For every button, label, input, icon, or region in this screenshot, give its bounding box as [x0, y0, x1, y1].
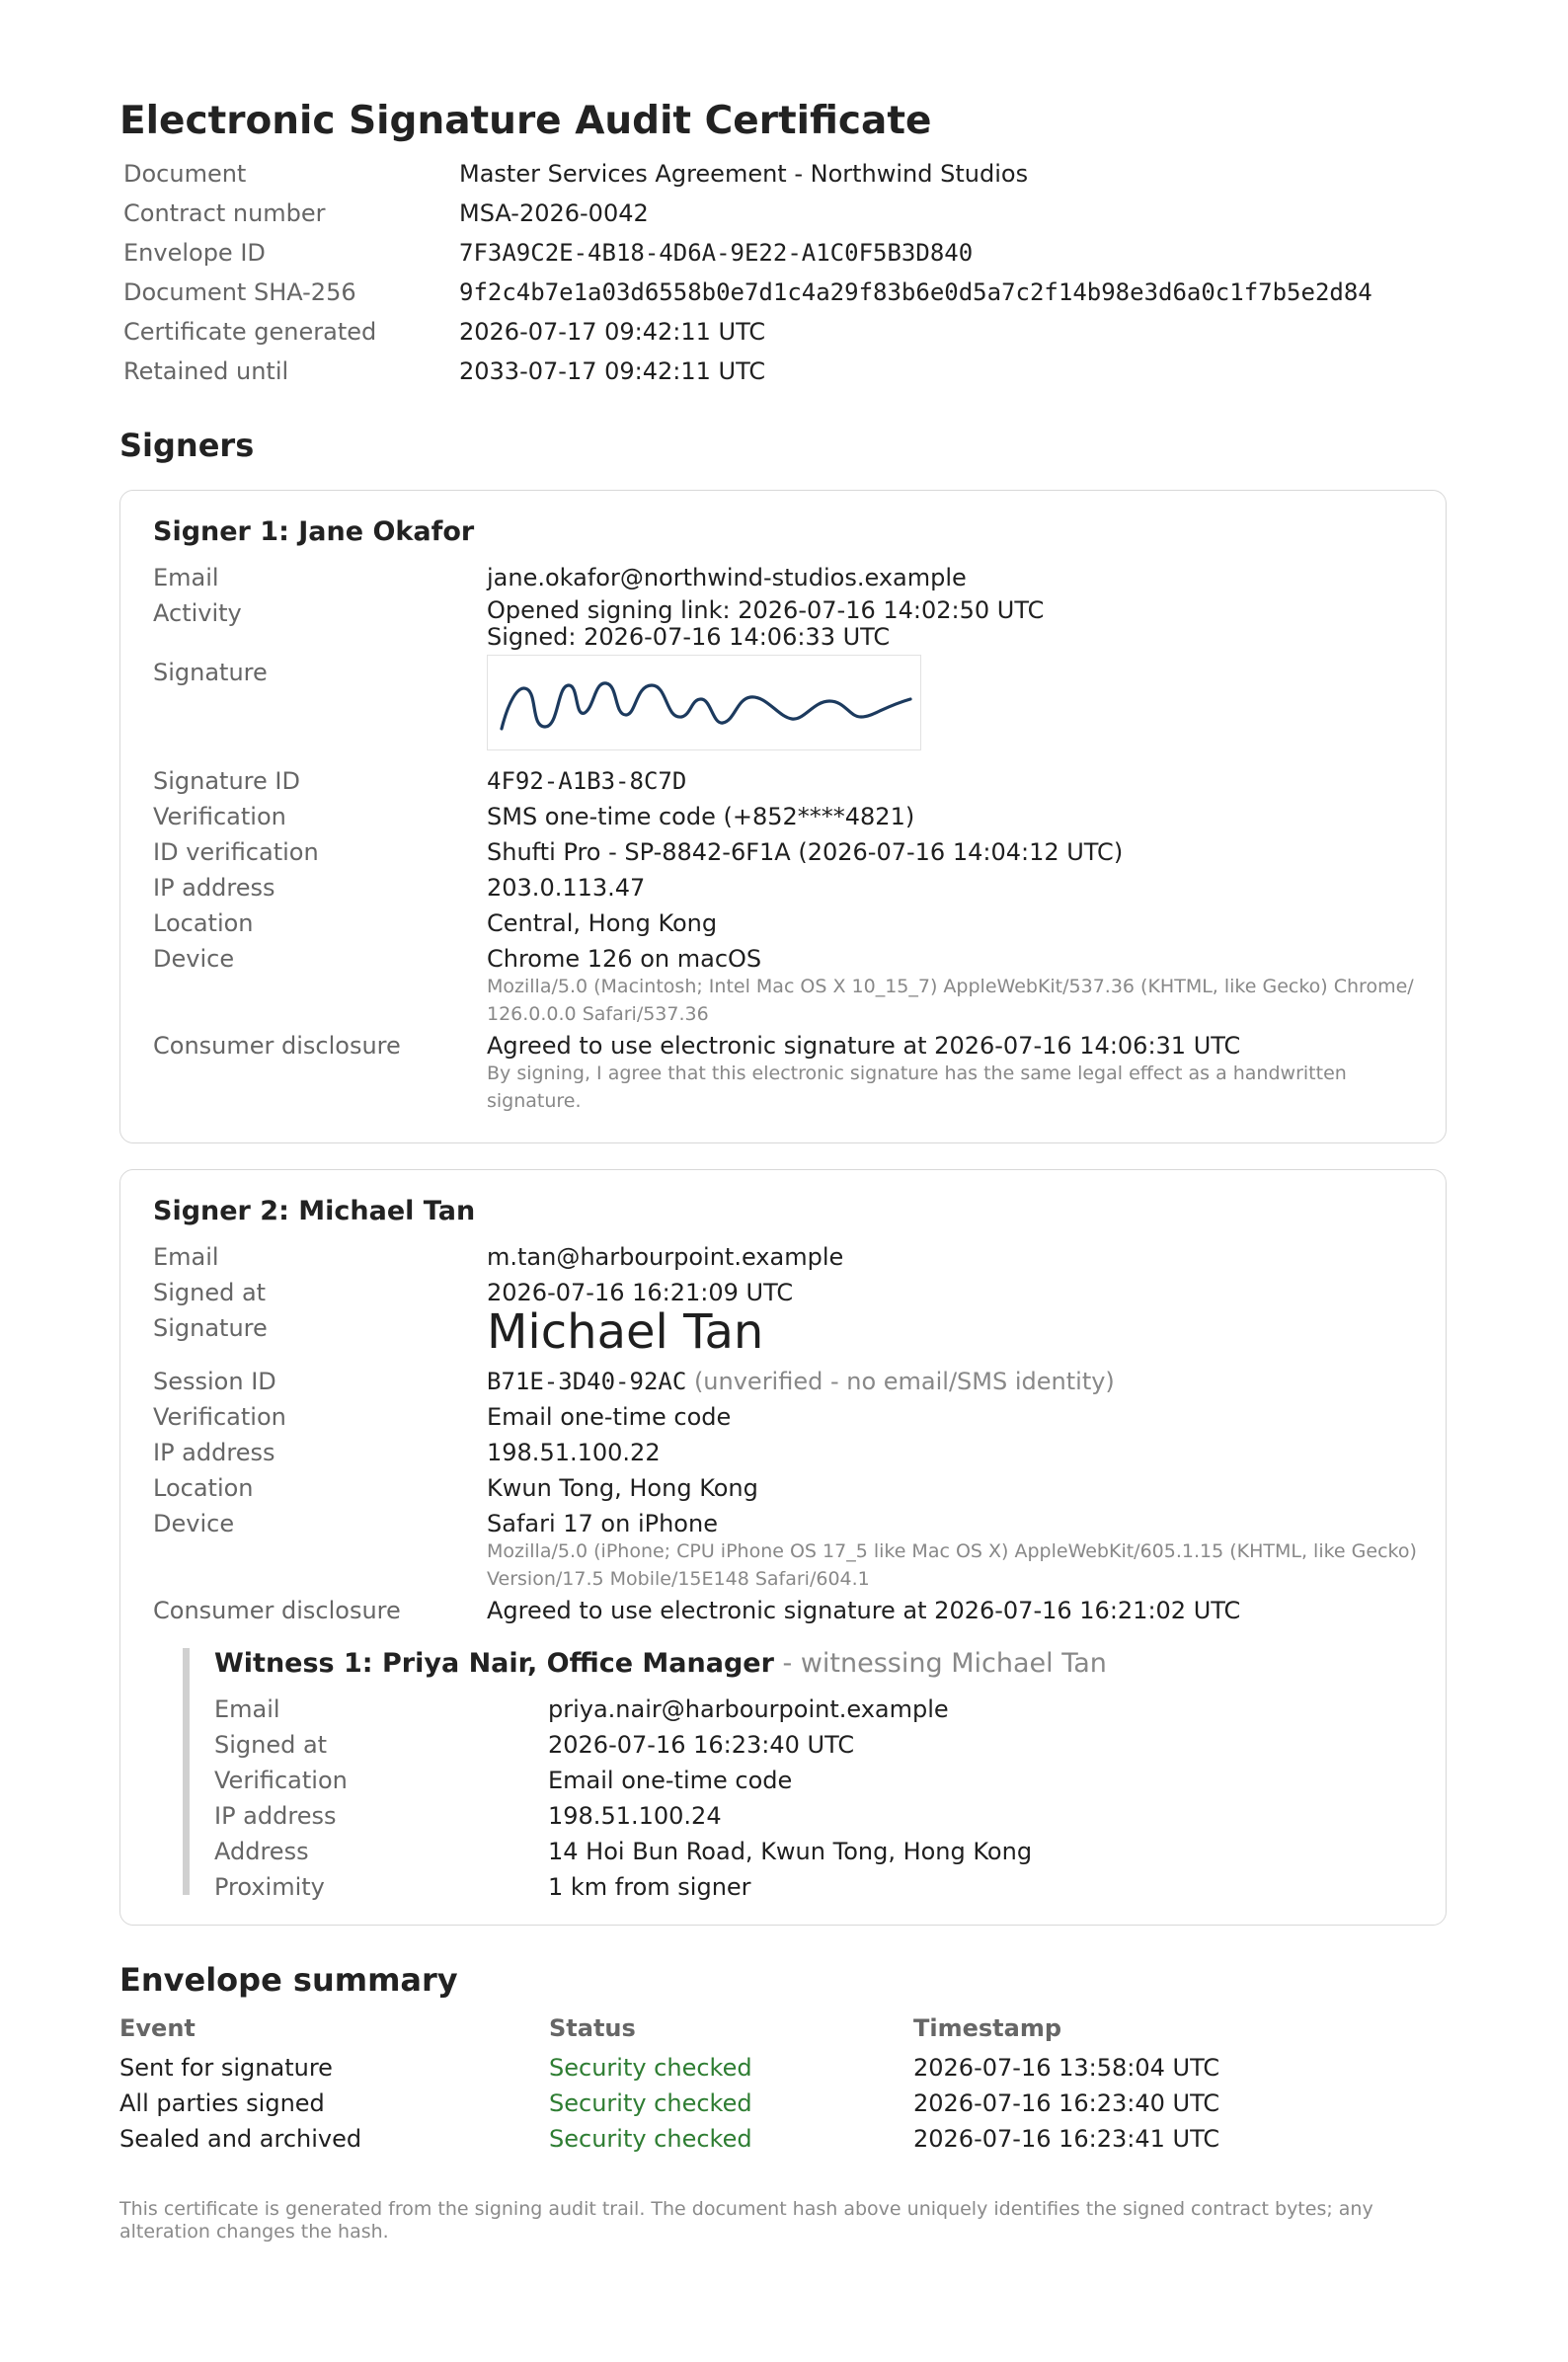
page-title: Electronic Signature Audit Certificate [119, 99, 932, 143]
typed-signature: Michael Tan [487, 1304, 764, 1360]
field-label: Address [214, 1838, 309, 1865]
meta-row-sha256 [123, 273, 1447, 312]
field-label: IP address [153, 874, 275, 902]
witness-address: 14 Hoi Bun Road, Kwun Tong, Hong Kong [548, 1838, 1033, 1865]
field-label: IP address [214, 1802, 337, 1830]
activity-signed: Signed: 2026-07-16 14:06:33 UTC [487, 623, 891, 651]
meta-label: Envelope ID [123, 239, 266, 267]
event-timestamp: 2026-07-16 13:58:04 UTC [913, 2054, 1220, 2082]
field-label: Signature ID [153, 767, 300, 795]
col-header-status: Status [549, 2014, 636, 2042]
field-label: Signed at [214, 1731, 328, 1759]
meta-value: Master Services Agreement - Northwind Studios [459, 160, 1029, 188]
meta-value: MSA-2026-0042 [459, 199, 649, 227]
signer-email: m.tan@harbourpoint.example [487, 1243, 844, 1271]
meta-value: 2026-07-17 09:42:11 UTC [459, 318, 766, 346]
session-id-group [487, 1368, 1425, 1395]
field-label: Device [153, 1510, 235, 1537]
field-label: Signature [153, 659, 268, 686]
meta-value: 2033-07-17 09:42:11 UTC [459, 357, 766, 385]
field-label: Consumer disclosure [153, 1597, 401, 1624]
meta-label: Retained until [123, 357, 289, 385]
user-agent: Mozilla/5.0 (Macintosh; Intel Mac OS X 10_15_7) AppleWebKit/537.36 (KHTML, like Gecko) Chrome/126.0.0.0 Safari/537.36 [487, 976, 1414, 1025]
event-timestamp: 2026-07-16 16:23:40 UTC [913, 2089, 1220, 2117]
field-label: Location [153, 909, 254, 937]
field-label: Email [153, 564, 219, 591]
witness-signed-at: 2026-07-16 16:23:40 UTC [548, 1731, 855, 1759]
field-label: Location [153, 1474, 254, 1502]
signer-card-1 [119, 490, 1447, 1143]
meta-row-document [123, 154, 1447, 194]
field-label: Session ID [153, 1368, 276, 1395]
device-info [487, 1510, 1425, 1593]
status-badge: Security checked [549, 2125, 752, 2153]
disclosure-info [487, 1032, 1425, 1115]
ip-address: 198.51.100.22 [487, 1439, 661, 1466]
signer-card-2 [119, 1169, 1447, 1926]
witness-proximity: 1 km from signer [548, 1873, 751, 1901]
meta-row-retained [123, 352, 1447, 391]
field-label: Device [153, 945, 235, 973]
meta-value: 7F3A9C2E-4B18-4D6A-9E22-A1C0F5B3D840 [459, 239, 974, 267]
verification-method: SMS one-time code (+852****4821) [487, 803, 915, 830]
signature-id: 4F92-A1B3-8C7D [487, 767, 687, 795]
meta-row-generated [123, 312, 1447, 352]
field-label: Verification [214, 1767, 348, 1794]
field-label: Verification [153, 1403, 286, 1431]
meta-label: Contract number [123, 199, 326, 227]
table-row [119, 2125, 1447, 2161]
session-note: (unverified - no email/SMS identity) [693, 1368, 1115, 1395]
summary-heading: Envelope summary [119, 1961, 458, 1999]
disclosure-note: By signing, I agree that this electronic signature has the same legal effect as a handwritten signature. [487, 1063, 1347, 1112]
witness-ip: 198.51.100.24 [548, 1802, 722, 1830]
signature-image [487, 655, 921, 750]
disclosure-text: Agreed to use electronic signature at 2026-07-16 14:06:31 UTC [487, 1032, 1241, 1060]
activity-opened: Opened signing link: 2026-07-16 14:02:50 UTC [487, 596, 1045, 624]
meta-row-contract-number [123, 194, 1447, 233]
document-metadata [123, 154, 1447, 391]
meta-label: Document [123, 160, 247, 188]
table-row [119, 2089, 1447, 2125]
witness-verification: Email one-time code [548, 1767, 793, 1794]
witness-block [183, 1648, 1424, 1901]
event-name: Sent for signature [119, 2054, 333, 2082]
id-verification: Shufti Pro - SP-8842-6F1A (2026-07-16 14:04:12 UTC) [487, 838, 1124, 866]
signer-email: jane.okafor@northwind-studios.example [487, 564, 967, 591]
verification-method: Email one-time code [487, 1403, 732, 1431]
field-label: Verification [153, 803, 286, 830]
event-name: Sealed and archived [119, 2125, 362, 2153]
field-label: Proximity [214, 1873, 325, 1901]
signers-heading: Signers [119, 427, 255, 464]
meta-label: Certificate generated [123, 318, 377, 346]
meta-row-envelope-id [123, 233, 1447, 273]
field-label: Signed at [153, 1279, 267, 1306]
witness-subtitle: - witnessing Michael Tan [782, 1648, 1107, 1679]
col-header-timestamp: Timestamp [913, 2014, 1062, 2042]
meta-value: 9f2c4b7e1a03d6558b0e7d1c4a29f83b6e0d5a7c2f14b98e3d6a0c1f7b5e2d84 [459, 278, 1372, 306]
field-label: Signature [153, 1314, 268, 1342]
status-badge: Security checked [549, 2089, 752, 2117]
table-row [119, 2054, 1447, 2089]
signed-at: 2026-07-16 16:21:09 UTC [487, 1279, 794, 1306]
event-name: All parties signed [119, 2089, 325, 2117]
witness-title [214, 1648, 1107, 1679]
table-header [119, 2014, 1447, 2050]
signer-title: Signer 2: Michael Tan [153, 1196, 476, 1226]
handwritten-signature-icon [488, 656, 922, 751]
location: Central, Hong Kong [487, 909, 718, 937]
event-timestamp: 2026-07-16 16:23:41 UTC [913, 2125, 1220, 2153]
field-label: Activity [153, 599, 242, 627]
witness-name: Witness 1: Priya Nair, Office Manager [214, 1648, 774, 1679]
ip-address: 203.0.113.47 [487, 874, 646, 902]
disclosure-text: Agreed to use electronic signature at 2026-07-16 16:21:02 UTC [487, 1597, 1241, 1624]
device-name: Safari 17 on iPhone [487, 1510, 718, 1537]
signer-title: Signer 1: Jane Okafor [153, 516, 475, 547]
device-name: Chrome 126 on macOS [487, 945, 762, 973]
footer-note: This certificate is generated from the signing audit trail. The document hash above uniquely identifies the signed contract bytes; any alteration changes the hash. [119, 2198, 1373, 2243]
field-label: Email [153, 1243, 219, 1271]
col-header-event: Event [119, 2014, 196, 2042]
activity-log [487, 597, 1425, 651]
witness-email: priya.nair@harbourpoint.example [548, 1695, 949, 1723]
session-id: B71E-3D40-92AC [487, 1368, 687, 1395]
status-badge: Security checked [549, 2054, 752, 2082]
device-info [487, 945, 1425, 1028]
user-agent: Mozilla/5.0 (iPhone; CPU iPhone OS 17_5 like Mac OS X) AppleWebKit/605.1.15 (KHTML, like Gecko) Version/17.5 Mobile/15E148 Safari/604.1 [487, 1540, 1417, 1590]
meta-label: Document SHA-256 [123, 278, 356, 306]
field-label: ID verification [153, 838, 319, 866]
field-label: Consumer disclosure [153, 1032, 401, 1060]
location: Kwun Tong, Hong Kong [487, 1474, 758, 1502]
field-label: IP address [153, 1439, 275, 1466]
field-label: Email [214, 1695, 280, 1723]
